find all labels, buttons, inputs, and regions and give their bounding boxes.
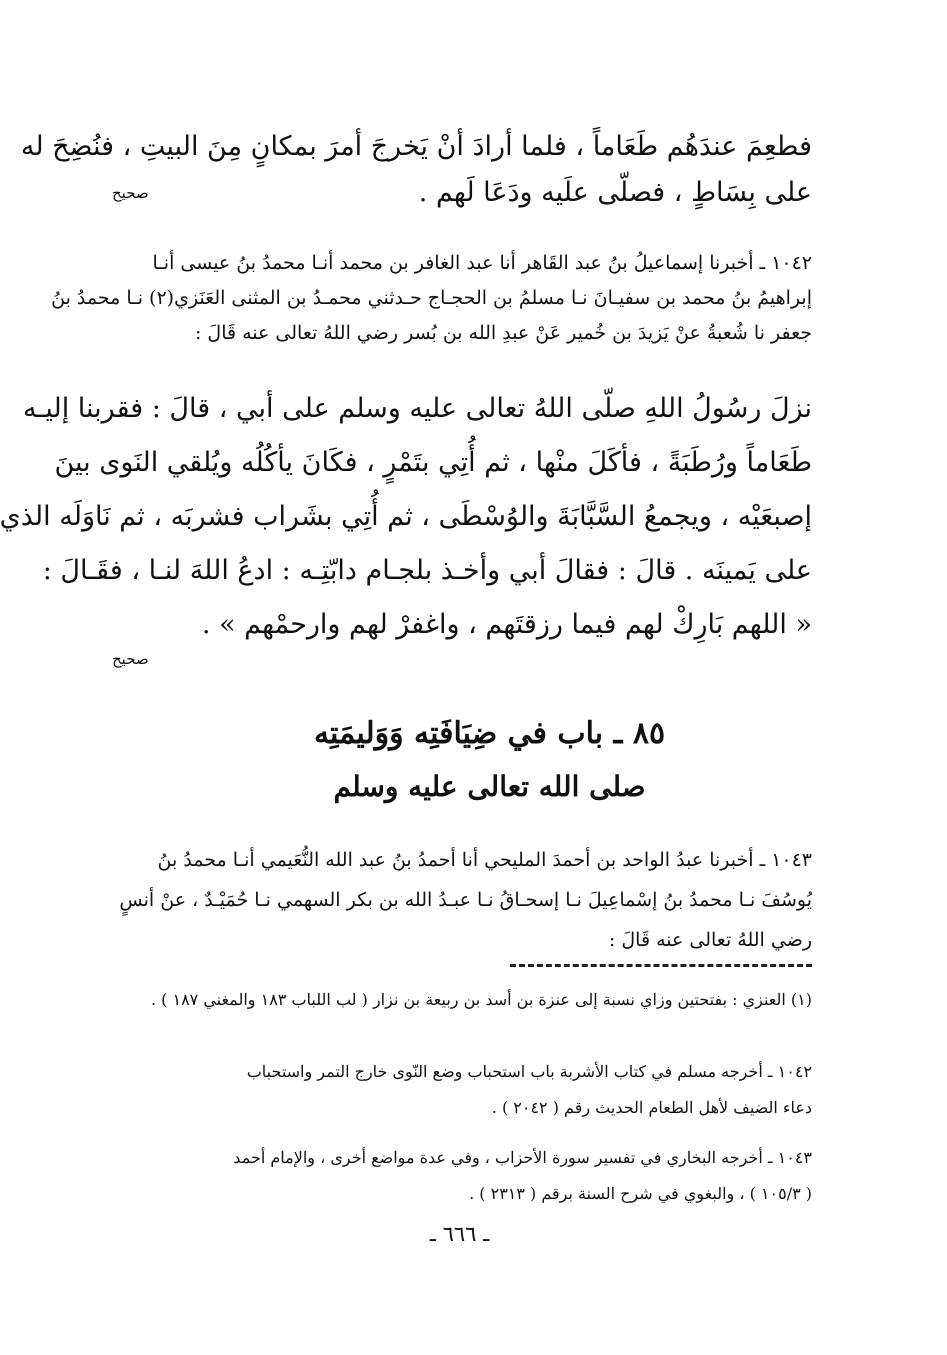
text-line: ( ١٠٥/٣ ) ، والبغوي في شرح السنة برقم ( ٢٣١٣ ) . [469, 1184, 812, 1203]
footnote-divider [510, 964, 812, 967]
text-line: رضي اللهُ تعالى عنه قَالَ : [608, 929, 812, 951]
text-line: نزلَ رسُولُ اللهِ صلّى اللهُ تعالى عليه وسلم على أبي ، قالَ : فقربنا إليـه [22, 393, 812, 424]
text-line: يُوسُفَ نـا محمدُ بنُ إسْماعِيلَ نـا إسحـاقُ نـا عبـدُ الله بن بكر السهمي نـا حُمَيْـدٌ ، عنْ أنسٍ [119, 889, 812, 911]
page-number: ـ ٦٦٦ ـ [429, 1222, 490, 1246]
text-line: ١٠٤٣ ـ أخرجه البخاري في تفسير سورة الأحزاب ، وفي عدة مواضع أخرى ، والإمام أحمد [233, 1148, 812, 1167]
text-line: طَعَاماً ورُطَبَةً ، فأكَلَ منْها ، ثم أُتِي بتَمْرٍ ، فكَانَ يأكُلُه ويُلقي النَوى بينَ [54, 447, 812, 478]
text-line: ١٠٤٢ ـ أخرجه مسلم في كتاب الأشربة باب استحباب وضع النّوى خارج التمر واستحباب [246, 1062, 812, 1081]
text-line: ١٠٤٣ ـ أخبرنا عبدُ الواحد بن أحمدَ المليحي أنا أحمدُ بنُ عبد الله النُّعَيمي أنـا محمدُ بنُ [157, 849, 812, 871]
text-line: على يَمينَه . قالَ : فقالَ أبي وأخـذ بلجـام دابّتِـه : ادعُ اللهَ لنـا ، فقَـالَ : [42, 555, 812, 586]
footnote [112, 988, 812, 1012]
hadith-1043-isnad [112, 840, 812, 960]
hadith-1042-matn [0, 382, 812, 652]
text-line: فطعِمَ عندَهُم طَعَاماً ، فلما أرادَ أنْ يَخرجَ أمرَ بمكانٍ مِنَ البيتِ ، فنُضِحَ له [20, 131, 812, 162]
text-line: إبراهيمُ بنُ محمد بن سفيـانَ نـا مسلمُ بن الحجـاج حـدثني محمـدُ بن المثنى العَنَزي(٢) نـا محمدُ بنُ [51, 287, 812, 309]
text-line: على بِسَاطٍ ، فصلّى علَيه ودَعَا لَهم . [418, 177, 812, 208]
text-line: ١٠٤٢ ـ أخبرنا إسماعيلُ بنُ عبد القَاهر أنا عبد الغافر بن محمد أنـا محمدُ بنُ عيسى أنـا [152, 252, 812, 274]
chapter-title: ٨٥ ـ باب في ضِيَافَتِه وَوَليمَتِه [313, 716, 666, 751]
grade-label: صحيح [112, 650, 149, 668]
continuation-paragraph [20, 124, 812, 216]
grade-label: صحيح [112, 184, 149, 202]
hadith-1042-isnad [51, 246, 812, 351]
text-line: جعفر نا شُعبةُ عنْ يَزيدَ بن خُمير عَنْ عبدِ الله بن بُسر رضي اللهُ تعالى عنه قَالَ : [194, 322, 812, 344]
chapter-subtitle: صلى الله تعالى عليه وسلم [333, 770, 646, 803]
takhrij-1042 [112, 1054, 812, 1126]
text-line: « اللهم بَارِكْ لهم فيما رزقتَهم ، واغفرْ لهم وارحمْهم » . [201, 609, 812, 640]
text-line: إصبعَيْه ، ويجمعُ السَّبَّابَةَ والوُسْطَى ، ثم أُتِي بشَراب فشربَه ، ثم نَاوَلَه الذي [0, 501, 812, 532]
footnote-text: (١) العنزي : بفتحتين وزاي نسبة إلى عنزة بن أسد بن ربيعة بن نزار ( لب اللباب ١٨٣ والمغني ١٨٧ ) . [150, 990, 812, 1009]
takhrij-1043 [112, 1140, 812, 1212]
text-line: دعاء الضيف لأهل الطعام الحديث رقم ( ٢٠٤٢ ) . [491, 1098, 812, 1117]
